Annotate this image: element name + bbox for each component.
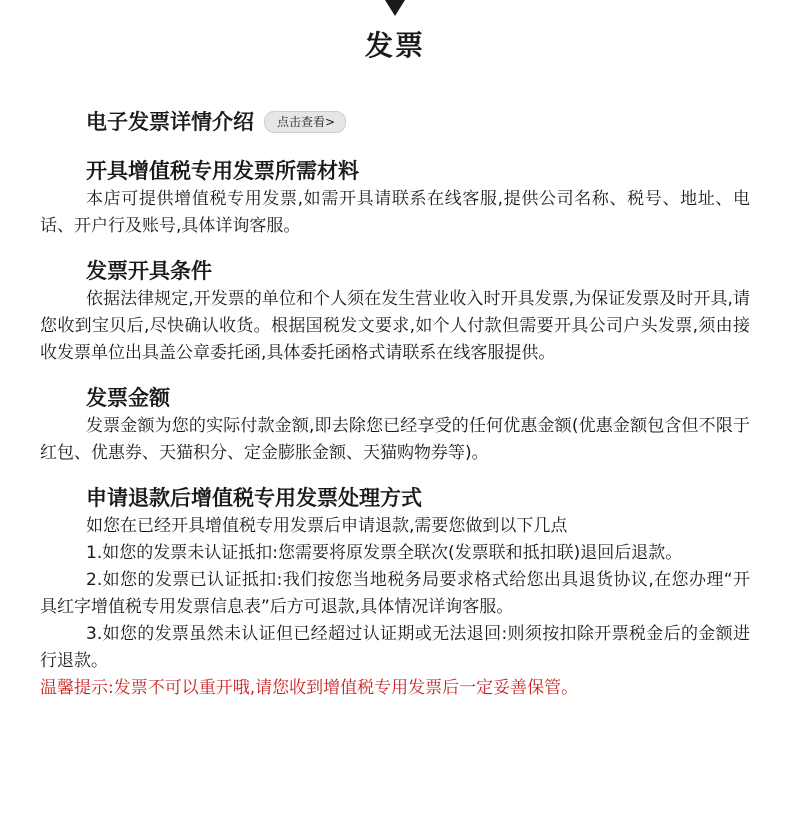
view-details-button[interactable]: 点击查看>: [264, 111, 346, 133]
section-heading: 开具增值税专用发票所需材料: [86, 159, 359, 183]
warning-notice: 温馨提示:发票不可以重开哦,请您收到增值税专用发票后一定妥善保管。: [40, 678, 579, 698]
section-invoice-conditions: [40, 256, 750, 367]
invoice-content: [40, 104, 750, 702]
section-paragraph: 依据法律规定,开发票的单位和个人须在发生营业收入时开具发票,为保证发票及时开具,请您收到宝贝后,尽快确认收货。根据国税发文要求,如个人付款但需要开具公司户头发票,须由接收发票单位出具盖公章委托函,具体委托函格式请联系在线客服提供。: [40, 289, 750, 363]
section-paragraph: 发票金额为您的实际付款金额,即去除您已经享受的任何优惠金额(优惠金额包含但不限于红包、优惠券、天猫积分、定金膨胀金额、天猫购物券等)。: [40, 416, 750, 463]
section-refund-handling: [40, 483, 750, 675]
intro-heading: 电子发票详情介绍: [86, 110, 254, 134]
section-heading: 发票开具条件: [86, 259, 212, 283]
section-paragraph: 本店可提供增值税专用发票,如需开具请联系在线客服,提供公司名称、税号、地址、电话、开户行及账号,具体详询客服。: [40, 189, 750, 236]
refund-point-2: 2.如您的发票已认证抵扣:我们按您当地税务局要求格式给您出具退货协议,在您办理“开具红字增值税专用发票信息表”后方可退款,具体情况详询客服。: [40, 570, 750, 617]
intro-heading-row: [40, 104, 750, 140]
section-invoice-amount: [40, 383, 750, 467]
down-arrow-icon: [385, 0, 405, 16]
section-heading: 发票金额: [86, 386, 170, 410]
section-heading: 申请退款后增值税专用发票处理方式: [86, 486, 422, 510]
refund-point-3: 3.如您的发票虽然未认证但已经超过认证期或无法退回:则须按扣除开票税金后的金额进行退款。: [40, 624, 750, 671]
section-vat-materials: [40, 156, 750, 240]
section-paragraph: 如您在已经开具增值税专用发票后申请退款,需要您做到以下几点: [86, 516, 568, 536]
page-title: 发票: [364, 29, 425, 62]
refund-point-1: 1.如您的发票未认证抵扣:您需要将原发票全联次(发票联和抵扣联)退回后退款。: [86, 543, 683, 563]
